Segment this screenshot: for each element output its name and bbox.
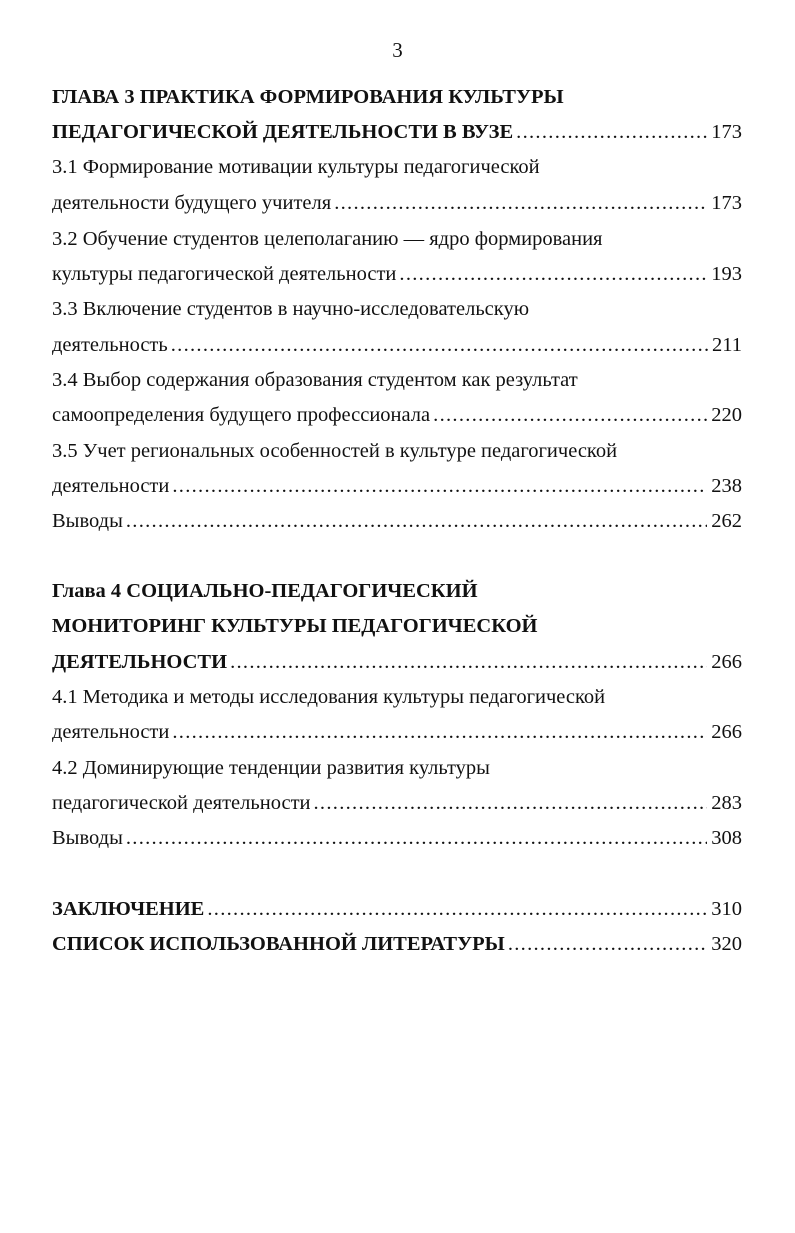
section-4-2-line-2: педагогической деятельности	[52, 792, 311, 814]
dot-leader	[126, 506, 707, 536]
chapter-3-title-line-2: ПЕДАГОГИЧЕСКОЙ ДЕЯТЕЛЬНОСТИ В ВУЗЕ	[52, 121, 514, 143]
dot-leader	[399, 259, 707, 289]
chapter-4-conclusions-entry[interactable]	[52, 823, 742, 853]
section-3-2-line-1: 3.2 Обучение студентов целеполаганию — ядро формирования	[52, 228, 603, 250]
section-3-1-entry[interactable]	[52, 188, 742, 218]
dot-leader	[207, 894, 707, 924]
dot-leader	[230, 647, 707, 677]
section-3-3-line-1: 3.3 Включение студентов в научно-исследовательскую	[52, 298, 530, 320]
references-label: СПИСОК ИСПОЛЬЗОВАННОЙ ЛИТЕРАТУРЫ	[52, 933, 505, 955]
section-3-3-entry[interactable]	[52, 330, 742, 360]
conclusions-label: Выводы	[52, 827, 123, 849]
section-4-1-entry[interactable]	[52, 717, 742, 747]
dot-leader	[508, 929, 707, 959]
dot-leader	[171, 330, 708, 360]
section-3-5-line-2: деятельности	[52, 475, 170, 497]
dot-leader	[172, 471, 707, 501]
section-4-1-line-2: деятельности	[52, 721, 170, 743]
section-3-4-line-1: 3.4 Выбор содержания образования студентом как результат	[52, 369, 578, 391]
dot-leader	[172, 717, 707, 747]
dot-leader	[516, 117, 707, 147]
page-ref: 238	[711, 475, 742, 497]
chapter-4-title-line-1: Глава 4 СОЦИАЛЬНО-ПЕДАГОГИЧЕСКИЙ	[52, 580, 478, 602]
section-4-1-line-1: 4.1 Методика и методы исследования культуры педагогической	[52, 686, 606, 708]
section-3-5-line-1: 3.5 Учет региональных особенностей в культуре педагогической	[52, 440, 618, 462]
chapter-4-title-entry[interactable]	[52, 647, 742, 677]
section-3-2-line-2: культуры педагогической деятельности	[52, 263, 397, 285]
dot-leader	[126, 823, 707, 853]
section-3-3-line-2: деятельность	[52, 334, 168, 356]
page-ref: 262	[711, 510, 742, 532]
chapter-3-conclusions-entry[interactable]	[52, 506, 742, 536]
section-3-5-entry[interactable]	[52, 471, 742, 501]
section-4-2-entry[interactable]	[52, 788, 742, 818]
section-3-4-line-2: самоопределения будущего профессионала	[52, 404, 431, 426]
page-number: 3	[392, 38, 403, 62]
conclusions-label: Выводы	[52, 510, 123, 532]
dot-leader	[433, 400, 707, 430]
chapter-4-title-line-2: МОНИТОРИНГ КУЛЬТУРЫ ПЕДАГОГИЧЕСКОЙ	[52, 615, 538, 637]
dot-leader	[334, 188, 707, 218]
page-ref: 173	[711, 192, 742, 214]
page-ref: 310	[711, 898, 742, 920]
chapter-4-title-line-3: ДЕЯТЕЛЬНОСТИ	[52, 651, 228, 673]
page-ref: 220	[711, 404, 742, 426]
page-ref: 320	[711, 933, 742, 955]
section-3-1-line-2: деятельности будущего учителя	[52, 192, 332, 214]
page-ref: 266	[711, 651, 742, 673]
conclusion-entry[interactable]	[52, 894, 742, 924]
section-3-1-line-1: 3.1 Формирование мотивации культуры педагогической	[52, 156, 540, 178]
page-ref: 193	[711, 263, 742, 285]
references-entry[interactable]	[52, 929, 742, 959]
page-ref: 211	[712, 334, 742, 356]
section-3-2-entry[interactable]	[52, 259, 742, 289]
conclusion-label: ЗАКЛЮЧЕНИЕ	[52, 898, 205, 920]
page-ref: 308	[711, 827, 742, 849]
section-3-4-entry[interactable]	[52, 400, 742, 430]
chapter-3-title-line-1: ГЛАВА 3 ПРАКТИКА ФОРМИРОВАНИЯ КУЛЬТУРЫ	[52, 86, 564, 108]
chapter-3-title-entry[interactable]	[52, 117, 742, 147]
section-4-2-line-1: 4.2 Доминирующие тенденции развития культуры	[52, 757, 490, 779]
page-ref: 173	[711, 121, 742, 143]
page-ref: 283	[711, 792, 742, 814]
dot-leader	[314, 788, 708, 818]
page-ref: 266	[711, 721, 742, 743]
